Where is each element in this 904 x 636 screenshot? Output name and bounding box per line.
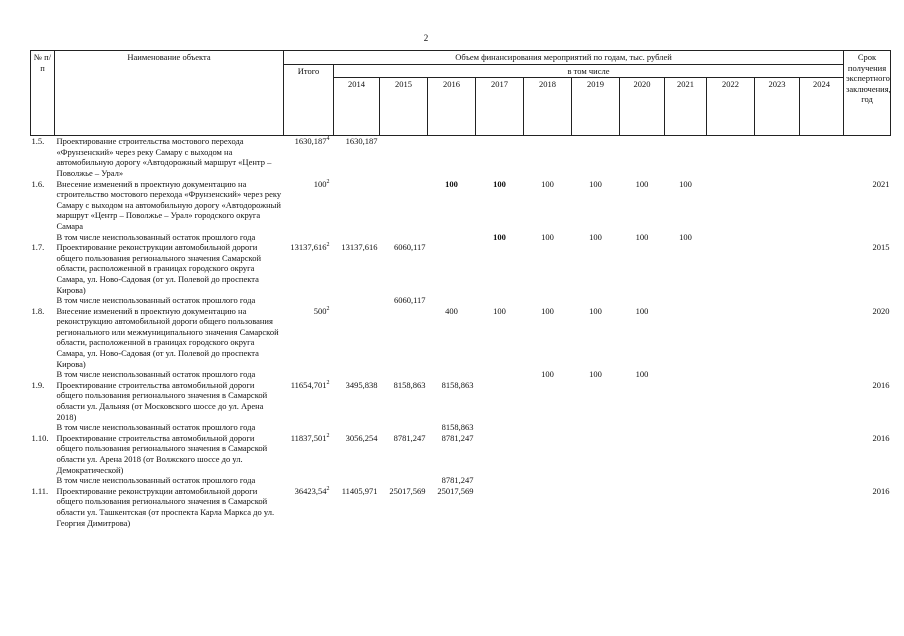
row-value-2020 bbox=[620, 486, 665, 528]
table-body bbox=[31, 136, 891, 528]
row-deadline: 2016 bbox=[872, 379, 890, 390]
row-value-2022 bbox=[707, 433, 755, 475]
row-value-2021 bbox=[665, 422, 707, 433]
row-value-2023 bbox=[755, 422, 800, 433]
header-funding: Объем финансирования мероприятий по годам, тыс. рублей bbox=[284, 51, 844, 65]
row-value-2024 bbox=[800, 380, 844, 422]
row-value-2022 bbox=[707, 179, 755, 232]
row-value-2015 bbox=[380, 179, 428, 232]
row-value-2021: 100 bbox=[679, 231, 692, 242]
header-year: 2015 bbox=[380, 78, 428, 136]
row-value-2016: 400 bbox=[445, 305, 458, 316]
row-total bbox=[284, 422, 334, 433]
row-value-2017 bbox=[476, 369, 524, 380]
row-value-2019 bbox=[572, 486, 620, 528]
row-value-2015 bbox=[380, 475, 428, 486]
row-value-2015 bbox=[380, 422, 428, 433]
row-total-footnote: 2 bbox=[326, 242, 330, 249]
row-value-2019 bbox=[572, 475, 620, 486]
row-number bbox=[31, 475, 55, 486]
row-value-2017 bbox=[476, 295, 524, 306]
row-value-2019: 100 bbox=[589, 231, 602, 242]
table-row bbox=[31, 380, 891, 422]
row-value-2014 bbox=[334, 422, 380, 433]
row-value-2015: 8158,863 bbox=[393, 379, 426, 390]
row-value-2014: 13137,616 bbox=[341, 242, 378, 253]
row-value-2020: 100 bbox=[635, 305, 649, 316]
row-deadline bbox=[844, 369, 891, 380]
row-value-2017: 100 bbox=[493, 231, 506, 242]
row-value-2018 bbox=[524, 422, 572, 433]
row-value-2018 bbox=[524, 295, 572, 306]
row-total-value: 13137,616 bbox=[290, 242, 327, 253]
row-value-2016: 100 bbox=[445, 178, 458, 189]
row-value-2015 bbox=[380, 369, 428, 380]
row-number: 1.11. bbox=[31, 485, 49, 496]
row-total bbox=[284, 433, 334, 475]
row-value-2021 bbox=[665, 369, 707, 380]
row-name: Проектирование строительства автомобильной дороги общего пользования регионального значения в Самарской области ул. Арена 2018 (от Волжского шоссе до ул. Демократической) bbox=[56, 432, 268, 475]
row-value-2014 bbox=[334, 232, 380, 243]
row-name: Внесение изменений в проектную документацию на строительство мостового перехода «Фрунзенский» через реку Самару с выходом на автомобильную дорогу «Автодорожный маршрут «Центр – Поволжье – Урал» городского округа Самара bbox=[56, 178, 282, 231]
row-value-2019 bbox=[572, 422, 620, 433]
table-row bbox=[31, 179, 891, 232]
row-value-2023 bbox=[755, 380, 800, 422]
header-year: 2019 bbox=[572, 78, 620, 136]
row-value-2018 bbox=[524, 136, 572, 179]
row-total-footnote: 2 bbox=[326, 178, 330, 185]
header-year: 2024 bbox=[800, 78, 844, 136]
row-value-2018: 100 bbox=[541, 369, 554, 380]
row-number: 1.6. bbox=[31, 178, 45, 189]
table-row bbox=[31, 433, 891, 475]
row-total-value: 1630,187 bbox=[294, 136, 327, 147]
header-including: в том числе bbox=[334, 64, 844, 78]
row-value-2020 bbox=[620, 475, 665, 486]
header-year: 2014 bbox=[334, 78, 380, 136]
row-value-2017: 100 bbox=[493, 305, 506, 316]
row-deadline bbox=[844, 422, 891, 433]
row-value-2021 bbox=[665, 433, 707, 475]
row-value-2023 bbox=[755, 369, 800, 380]
table-row bbox=[31, 242, 891, 295]
row-total-footnote: 2 bbox=[326, 485, 330, 492]
row-value-2023 bbox=[755, 306, 800, 370]
row-value-2023 bbox=[755, 179, 800, 232]
row-value-2019 bbox=[572, 433, 620, 475]
row-value-2022 bbox=[707, 422, 755, 433]
row-value-2024 bbox=[800, 369, 844, 380]
row-value-2023 bbox=[755, 242, 800, 295]
table-subrow bbox=[31, 232, 891, 243]
funding-table bbox=[30, 50, 891, 528]
header-deadline: Срок получения экспертного заключения, год bbox=[844, 51, 891, 136]
row-value-2016: 25017,569 bbox=[437, 485, 474, 496]
row-value-2017 bbox=[476, 433, 524, 475]
row-value-2021 bbox=[665, 136, 707, 179]
header-year: 2023 bbox=[755, 78, 800, 136]
row-value-2016: 8781,247 bbox=[441, 432, 474, 443]
row-total bbox=[284, 232, 334, 243]
row-value-2015: 6060,117 bbox=[393, 295, 426, 306]
row-value-2020 bbox=[620, 136, 665, 179]
row-value-2020 bbox=[620, 242, 665, 295]
row-value-2016: 8158,863 bbox=[441, 379, 474, 390]
row-value-2024 bbox=[800, 486, 844, 528]
row-number: 1.7. bbox=[31, 242, 45, 253]
row-deadline bbox=[844, 232, 891, 243]
row-value-2019 bbox=[572, 136, 620, 179]
row-value-2024 bbox=[800, 232, 844, 243]
row-value-2021 bbox=[665, 306, 707, 370]
row-value-2023 bbox=[755, 433, 800, 475]
row-deadline: 2020 bbox=[872, 305, 890, 316]
page-number: 2 bbox=[423, 33, 429, 43]
row-number bbox=[31, 295, 55, 306]
row-value-2024 bbox=[800, 433, 844, 475]
row-value-2014: 11405,971 bbox=[341, 485, 378, 496]
header-year: 2022 bbox=[707, 78, 755, 136]
row-total-footnote: 2 bbox=[326, 432, 330, 439]
row-name: Проектирование строительства мостового перехода «Фрунзенский» через реку Самару с выходом на автомобильную дорогу «Автодорожный маршрут «Центр – Поволжье – Урал» bbox=[55, 136, 284, 179]
row-value-2015: 25017,569 bbox=[389, 485, 426, 496]
row-value-2020 bbox=[620, 295, 665, 306]
table-subrow bbox=[31, 422, 891, 433]
row-value-2020 bbox=[620, 422, 665, 433]
row-total bbox=[284, 179, 334, 232]
row-value-2015 bbox=[380, 306, 428, 370]
row-total bbox=[284, 486, 334, 528]
row-total bbox=[284, 380, 334, 422]
row-value-2019: 100 bbox=[589, 369, 602, 380]
table-subrow bbox=[31, 475, 891, 486]
row-value-2017 bbox=[476, 422, 524, 433]
row-value-2014 bbox=[334, 475, 380, 486]
row-value-2023 bbox=[755, 475, 800, 486]
row-value-2018 bbox=[524, 380, 572, 422]
row-value-2015 bbox=[380, 232, 428, 243]
row-value-2022 bbox=[707, 306, 755, 370]
header-year: 2018 bbox=[524, 78, 572, 136]
table-header bbox=[31, 51, 891, 136]
row-number: 1.5. bbox=[31, 136, 55, 179]
row-value-2024 bbox=[800, 242, 844, 295]
row-value-2018: 100 bbox=[541, 178, 554, 189]
row-deadline bbox=[844, 295, 891, 306]
row-value-2019 bbox=[572, 242, 620, 295]
row-value-2019: 100 bbox=[589, 178, 602, 189]
row-value-2014: 3056,254 bbox=[345, 432, 378, 443]
row-total bbox=[284, 475, 334, 486]
row-name: В том числе неиспользованный остаток прошлого года bbox=[56, 422, 256, 433]
header-num: № п/п bbox=[31, 51, 55, 136]
row-value-2020: 100 bbox=[635, 231, 649, 242]
header-total: Итого bbox=[284, 64, 334, 136]
row-name: В том числе неиспользованный остаток прошлого года bbox=[56, 475, 256, 486]
table-row bbox=[31, 306, 891, 370]
row-value-2019: 100 bbox=[589, 305, 602, 316]
row-value-2021 bbox=[665, 486, 707, 528]
row-value-2023 bbox=[755, 295, 800, 306]
row-total bbox=[284, 306, 334, 370]
row-value-2021: 100 bbox=[679, 178, 692, 189]
row-name: Проектирование строительства автомобильной дороги общего пользования регионального значения в Самарской области ул. Дальняя (от Московского шоссе до ул. Арена 2018) bbox=[56, 379, 268, 422]
row-value-2021 bbox=[665, 242, 707, 295]
row-total-value: 11654,701 bbox=[290, 379, 327, 390]
row-value-2022 bbox=[707, 475, 755, 486]
row-value-2022 bbox=[707, 380, 755, 422]
row-value-2014: 1630,187 bbox=[334, 136, 380, 179]
row-value-2022 bbox=[707, 295, 755, 306]
table-row bbox=[31, 486, 891, 528]
row-value-2020: 100 bbox=[635, 178, 649, 189]
row-value-2016 bbox=[428, 295, 476, 306]
row-value-2014 bbox=[334, 369, 380, 380]
row-value-2022 bbox=[707, 242, 755, 295]
row-value-2014 bbox=[334, 295, 380, 306]
row-total-value: 36423,54 bbox=[294, 485, 327, 496]
row-value-2018 bbox=[524, 433, 572, 475]
row-value-2024 bbox=[800, 136, 844, 179]
table-subrow bbox=[31, 295, 891, 306]
header-year: 2020 bbox=[620, 78, 665, 136]
row-name: В том числе неиспользованный остаток прошлого года bbox=[56, 295, 256, 306]
row-name: В том числе неиспользованный остаток прошлого года bbox=[56, 369, 256, 380]
row-value-2018: 100 bbox=[541, 305, 554, 316]
header-year: 2017 bbox=[476, 78, 524, 136]
row-value-2024 bbox=[800, 179, 844, 232]
row-value-2015: 8781,247 bbox=[393, 432, 426, 443]
row-value-2019 bbox=[572, 380, 620, 422]
row-deadline bbox=[844, 136, 891, 179]
row-value-2018 bbox=[524, 475, 572, 486]
row-number bbox=[31, 422, 55, 433]
row-value-2020 bbox=[620, 380, 665, 422]
header-name: Наименование объекта bbox=[55, 51, 284, 136]
row-total bbox=[284, 136, 334, 179]
row-deadline bbox=[844, 475, 891, 486]
row-name: Проектирование реконструкции автомобильной дороги общего пользования регионального значения Самарской области, расположенной в границах городского округа Самара, ул. Ново-Садовая (от ул. Полевой до проспекта Кирова) bbox=[56, 242, 262, 295]
row-name: Проектирование реконструкции автомобильной дороги общего пользования регионального значения в Самарской области ул. Ташкентская (от проспекта Карла Маркса до ул. Георгия Димитрова) bbox=[56, 485, 275, 528]
row-value-2022 bbox=[707, 369, 755, 380]
row-total-value: 500 bbox=[313, 305, 327, 316]
row-value-2024 bbox=[800, 475, 844, 486]
row-value-2017 bbox=[476, 486, 524, 528]
row-value-2014 bbox=[334, 306, 380, 370]
row-value-2016: 8158,863 bbox=[441, 422, 474, 433]
row-value-2018: 100 bbox=[541, 231, 554, 242]
row-total-footnote: 2 bbox=[326, 380, 330, 387]
row-name: В том числе неиспользованный остаток прошлого года bbox=[56, 231, 256, 242]
row-total-footnote: 2 bbox=[326, 305, 330, 312]
row-value-2017 bbox=[476, 380, 524, 422]
row-value-2017 bbox=[476, 136, 524, 179]
row-value-2016: 8781,247 bbox=[441, 475, 474, 486]
row-deadline: 2015 bbox=[872, 242, 890, 253]
row-value-2017 bbox=[476, 242, 524, 295]
header-year: 2021 bbox=[665, 78, 707, 136]
row-total-value: 11837,501 bbox=[290, 432, 327, 443]
row-value-2016 bbox=[428, 232, 476, 243]
row-value-2021 bbox=[665, 475, 707, 486]
row-value-2023 bbox=[755, 232, 800, 243]
row-number: 1.8. bbox=[31, 305, 45, 316]
header-year: 2016 bbox=[428, 78, 476, 136]
row-value-2017: 100 bbox=[493, 178, 506, 189]
row-value-2024 bbox=[800, 306, 844, 370]
row-number bbox=[31, 232, 55, 243]
row-value-2016 bbox=[428, 136, 476, 179]
row-value-2018 bbox=[524, 242, 572, 295]
row-value-2022 bbox=[707, 232, 755, 243]
row-deadline: 2021 bbox=[872, 178, 890, 189]
row-value-2014 bbox=[334, 179, 380, 232]
row-total-value: 100 bbox=[313, 178, 327, 189]
row-value-2021 bbox=[665, 295, 707, 306]
row-total bbox=[284, 242, 334, 295]
row-total bbox=[284, 295, 334, 306]
row-value-2022 bbox=[707, 136, 755, 179]
row-value-2023 bbox=[755, 486, 800, 528]
row-value-2018 bbox=[524, 486, 572, 528]
row-number: 1.9. bbox=[31, 379, 45, 390]
row-value-2016 bbox=[428, 369, 476, 380]
table-row bbox=[31, 136, 891, 179]
row-value-2014: 3495,838 bbox=[345, 379, 378, 390]
row-value-2019 bbox=[572, 295, 620, 306]
row-value-2017 bbox=[476, 475, 524, 486]
row-value-2022 bbox=[707, 486, 755, 528]
row-value-2016 bbox=[428, 242, 476, 295]
row-total-footnote: 4 bbox=[326, 136, 330, 143]
row-value-2024 bbox=[800, 295, 844, 306]
row-name: Внесение изменений в проектную документацию на реконструкцию автомобильной дороги общего пользования регионального или межмуниципального значения Самарской области, расположенной в границах городского округа Самара, ул. Ново-Садовая (от ул. Полевой до проспекта Кирова) bbox=[56, 305, 279, 369]
row-number: 1.10. bbox=[31, 432, 49, 443]
row-total bbox=[284, 369, 334, 380]
row-value-2020 bbox=[620, 433, 665, 475]
row-value-2024 bbox=[800, 422, 844, 433]
table-subrow bbox=[31, 369, 891, 380]
row-value-2015: 6060,117 bbox=[393, 242, 426, 253]
row-value-2015 bbox=[380, 136, 428, 179]
row-number bbox=[31, 369, 55, 380]
row-value-2020: 100 bbox=[635, 369, 649, 380]
row-deadline: 2016 bbox=[872, 485, 890, 496]
row-value-2021 bbox=[665, 380, 707, 422]
row-value-2023 bbox=[755, 136, 800, 179]
row-deadline: 2016 bbox=[872, 432, 890, 443]
